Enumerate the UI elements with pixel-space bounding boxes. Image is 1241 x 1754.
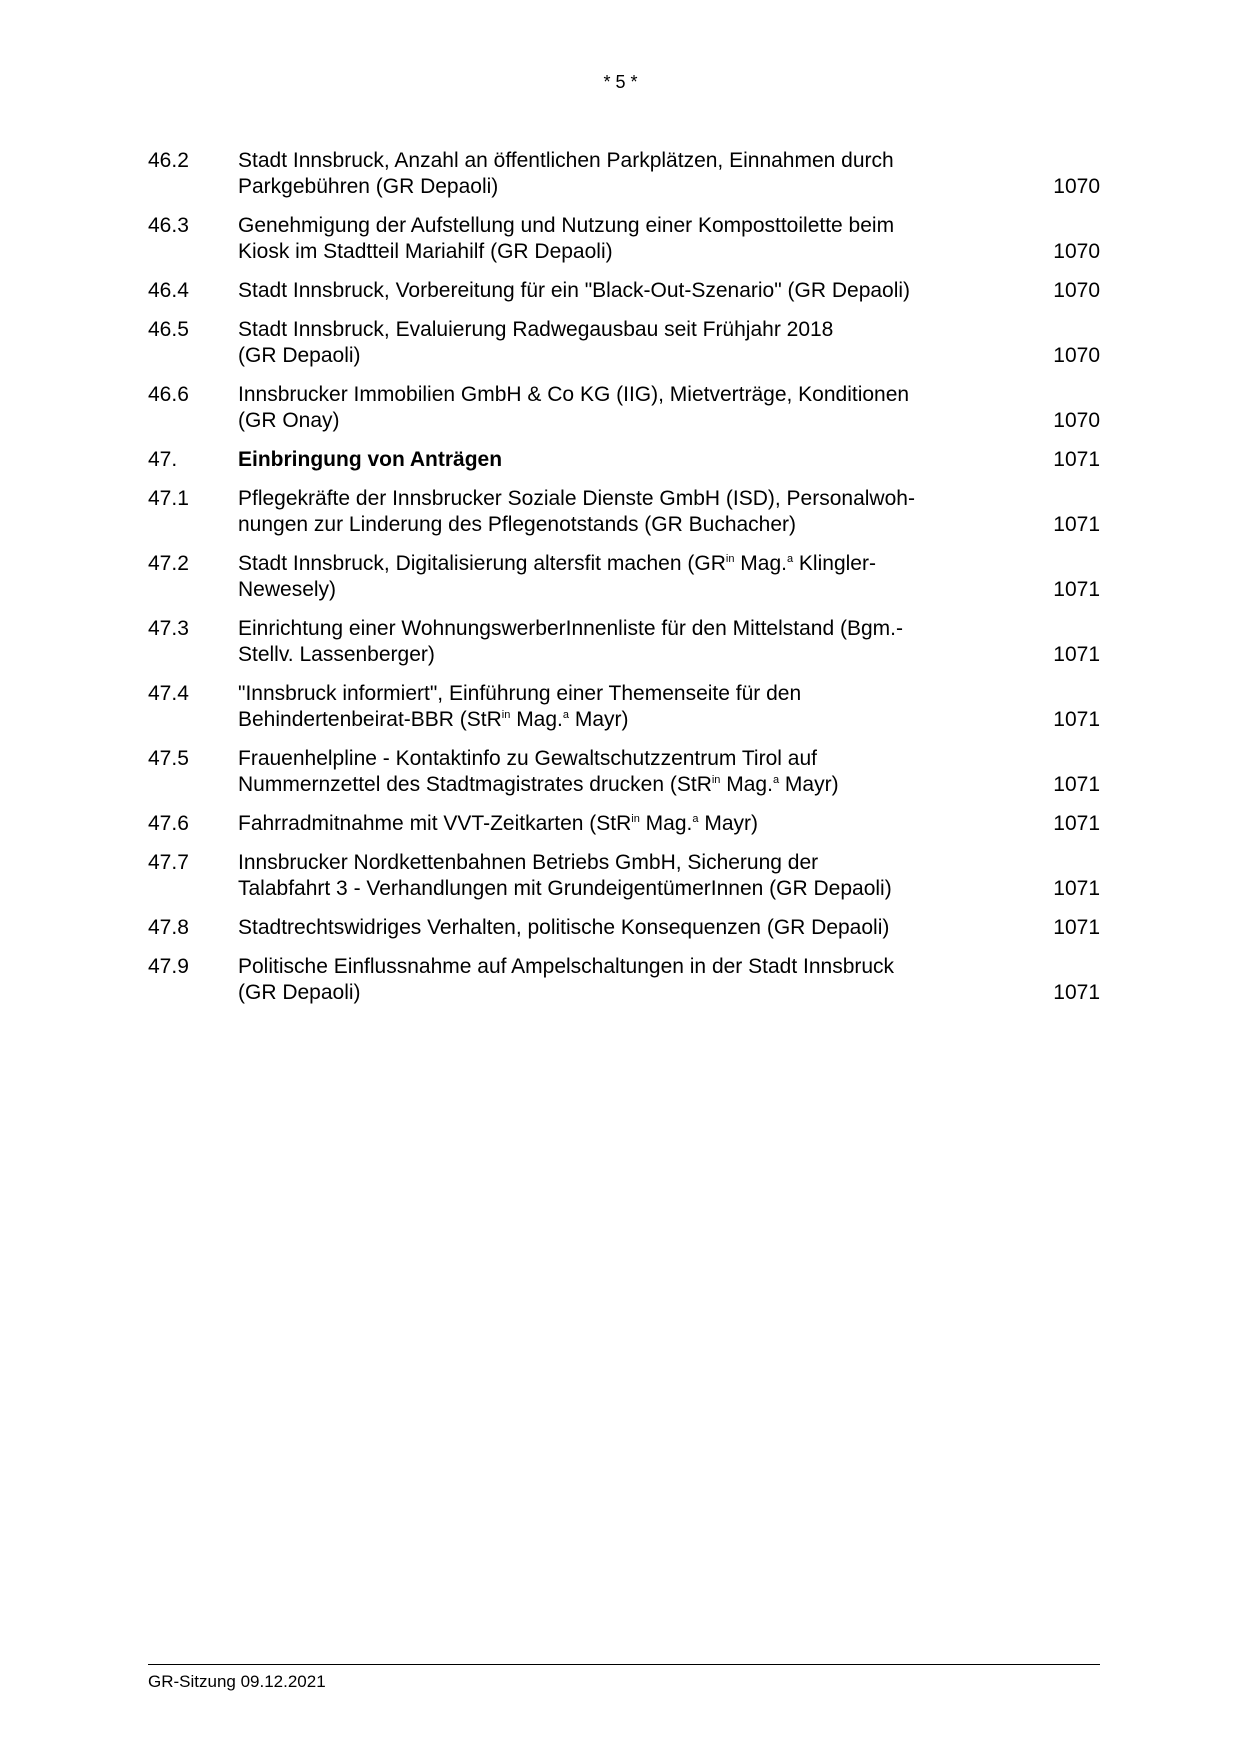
toc-entry: [148, 681, 1100, 733]
toc-entry-page: 1071: [1053, 877, 1100, 900]
toc-entry: [148, 382, 1100, 434]
toc-entry-page: 1070: [1053, 409, 1100, 432]
toc-entry-title: [238, 954, 1028, 1006]
toc-entry: [148, 850, 1100, 902]
toc-entry: [148, 954, 1100, 1006]
toc-entry-title-line: Behindertenbeirat-BBR (StR$^{in}$ Mag.$^a$ Mayr): [238, 708, 629, 731]
toc-entry-title: [238, 447, 1028, 473]
footer-text: GR-Sitzung 09.12.2021: [148, 1672, 326, 1691]
toc-entry-number: 46.6: [148, 383, 189, 406]
toc-entry-title-line: Innsbrucker Nordkettenbahnen Betriebs GmbH, Sicherung der: [238, 851, 819, 874]
footer-divider: [148, 1664, 1100, 1665]
toc-entry-number: 46.5: [148, 318, 189, 341]
toc-entry-page: 1071: [1053, 708, 1100, 731]
toc-entry-number: 47.3: [148, 617, 189, 640]
toc-entry-title: [238, 213, 1028, 265]
toc-entry-title: [238, 382, 1028, 434]
toc-entry-title-line: Frauenhelpline - Kontaktinfo zu Gewaltschutzzentrum Tirol auf: [238, 747, 817, 770]
toc-entry-number: 47.: [148, 448, 178, 471]
toc-entry-page: 1070: [1053, 279, 1100, 302]
toc-entry-title-line: (GR Depaoli): [238, 981, 361, 1004]
toc-entry-title: [238, 811, 1028, 837]
toc-entry-title-line: nungen zur Linderung des Pflegenotstands (GR Buchacher): [238, 513, 797, 536]
toc-entry-number: 47.2: [148, 552, 189, 575]
toc-entry-page: 1071: [1053, 773, 1100, 796]
toc-entry-title: [238, 746, 1028, 798]
toc-entry-title: [238, 616, 1028, 668]
toc-entry-number: 47.6: [148, 812, 189, 835]
toc-entry-number: 47.4: [148, 682, 189, 705]
toc-entry: [148, 148, 1100, 200]
toc-entry-number: 46.3: [148, 214, 189, 237]
toc-entry-title-line: Stadt Innsbruck, Digitalisierung altersfit machen ($GR^{in}$ Mag.$^a$ Klingler-: [238, 552, 876, 575]
toc-entry: [148, 213, 1100, 265]
toc-entry-title-line: Nummernzettel des Stadtmagistrates drucken (StR$^{in}$ Mag.$^a$ Mayr): [238, 773, 839, 796]
toc-entry-title-line: Fahrradmitnahme mit VVT-Zeitkarten (StR$^{in}$ Mag.$^a$ Mayr): [238, 812, 758, 835]
toc-entry-title-line: Talabfahrt 3 - Verhandlungen mit GrundeigentümerInnen (GR Depaoli): [238, 877, 892, 900]
toc-entry-title-line: Pflegekräfte der Innsbrucker Soziale Dienste GmbH (ISD), Personalwoh-: [238, 487, 915, 510]
toc-entry: [148, 551, 1100, 603]
toc-entry-title: [238, 915, 1028, 941]
toc-entry-page: 1071: [1053, 578, 1100, 601]
toc-entry-page: 1071: [1053, 448, 1100, 471]
toc-entry-page: 1071: [1053, 513, 1100, 536]
toc-entry-page: 1071: [1053, 981, 1100, 1004]
table-of-contents: [148, 148, 1100, 1019]
toc-entry: [148, 486, 1100, 538]
toc-entry-title-line: Politische Einflussnahme auf Ampelschaltungen in der Stadt Innsbruck: [238, 955, 895, 978]
toc-entry-number: 47.8: [148, 916, 189, 939]
toc-entry-title: [238, 278, 1028, 304]
toc-entry-number: 46.2: [148, 149, 189, 172]
toc-entry-title-line: (GR Depaoli): [238, 344, 361, 367]
toc-entry-title-line: Einbringung von Anträgen: [238, 448, 503, 471]
toc-entry-title-line: Stadtrechtswidriges Verhalten, politische Konsequenzen (GR Depaoli): [238, 916, 890, 939]
toc-entry-title-line: (GR Onay): [238, 409, 340, 432]
toc-entry: [148, 616, 1100, 668]
toc-entry-title-line: Kiosk im Stadtteil Mariahilf (GR Depaoli): [238, 240, 613, 263]
toc-entry-title-line: Stadt Innsbruck, Anzahl an öffentlichen Parkplätzen, Einnahmen durch: [238, 149, 894, 172]
toc-entry-title-line: Newesely): [238, 578, 337, 601]
toc-entry-title: [238, 850, 1028, 902]
toc-entry-title-line: Stellv. Lassenberger): [238, 643, 435, 666]
toc-entry-title-line: Parkgebühren (GR Depaoli): [238, 175, 499, 198]
toc-entry: [148, 278, 1100, 304]
page-number: * 5 *: [603, 72, 638, 92]
toc-entry-page: 1070: [1053, 344, 1100, 367]
toc-entry-page: 1070: [1053, 175, 1100, 198]
toc-entry-title: [238, 486, 1028, 538]
toc-entry: [148, 447, 1100, 473]
toc-entry-title-line: Stadt Innsbruck, Evaluierung Radwegausbau seit Frühjahr 2018: [238, 318, 834, 341]
toc-entry-page: 1071: [1053, 916, 1100, 939]
toc-entry-number: 47.7: [148, 851, 189, 874]
toc-entry-page: 1070: [1053, 240, 1100, 263]
toc-entry-title: [238, 681, 1028, 733]
toc-entry-number: 47.1: [148, 487, 189, 510]
toc-entry-number: 46.4: [148, 279, 189, 302]
toc-entry-number: 47.9: [148, 955, 189, 978]
toc-entry: [148, 317, 1100, 369]
toc-entry-page: 1071: [1053, 812, 1100, 835]
toc-entry-title-line: Genehmigung der Aufstellung und Nutzung einer Komposttoilette beim: [238, 214, 895, 237]
toc-entry-title: [238, 148, 1028, 200]
toc-entry-title-line: Einrichtung einer WohnungswerberInnenliste für den Mittelstand (Bgm.-: [238, 617, 903, 640]
toc-entry-page: 1071: [1053, 643, 1100, 666]
toc-entry-title-line: Innsbrucker Immobilien GmbH & Co KG (IIG), Mietverträge, Konditionen: [238, 383, 910, 406]
toc-entry: [148, 915, 1100, 941]
toc-entry: [148, 811, 1100, 837]
toc-entry-number: 47.5: [148, 747, 189, 770]
toc-entry-title: [238, 551, 1028, 603]
toc-entry-title-line: Stadt Innsbruck, Vorbereitung für ein "Black-Out-Szenario" (GR Depaoli): [238, 279, 911, 302]
toc-entry: [148, 746, 1100, 798]
toc-entry-title-line: "Innsbruck informiert", Einführung einer Themenseite für den: [238, 682, 802, 705]
toc-entry-title: [238, 317, 1028, 369]
